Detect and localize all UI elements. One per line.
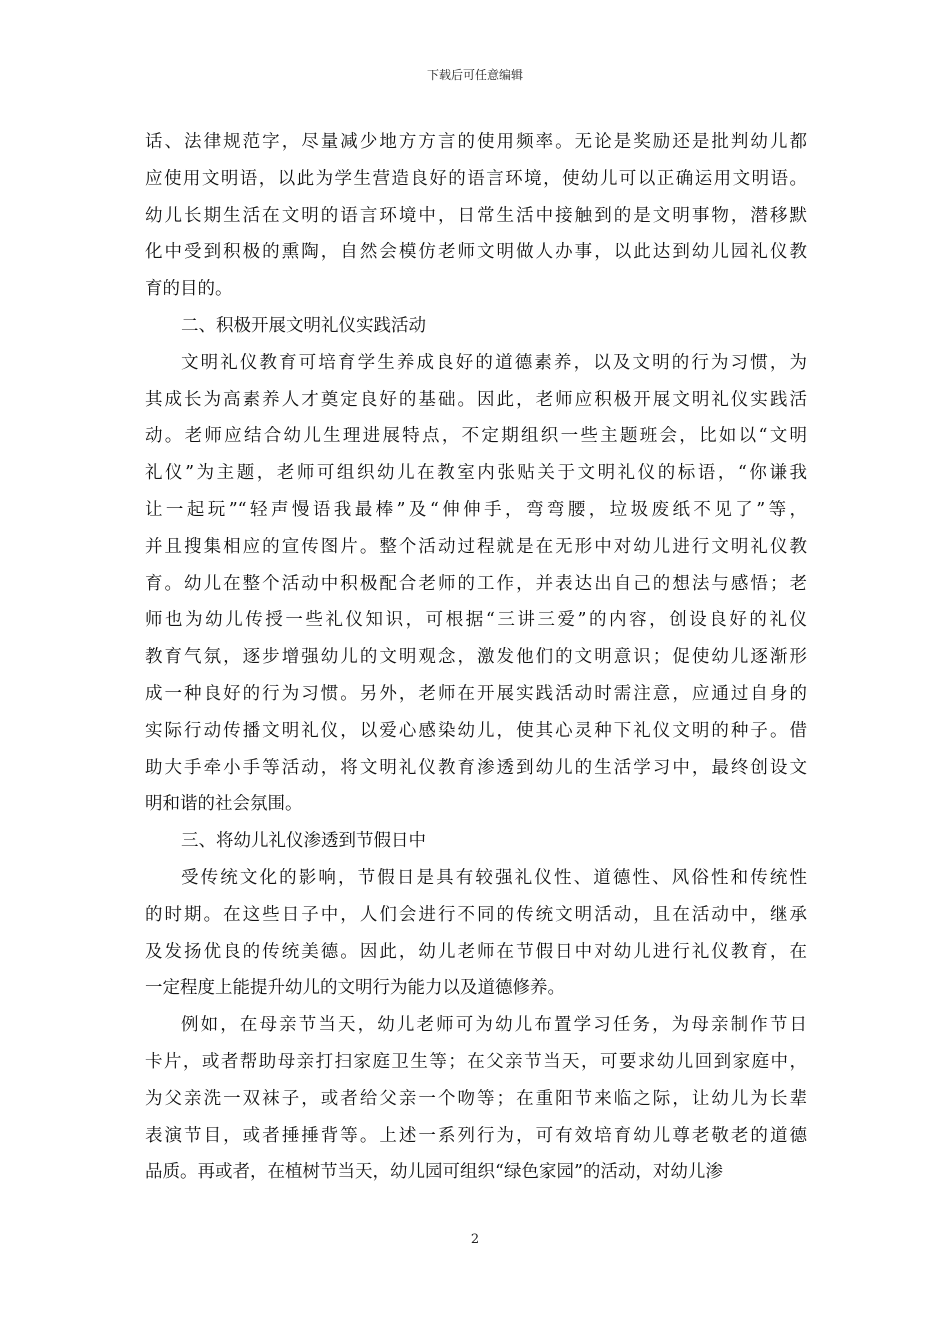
text-line: 教育气氛，逐步增强幼儿的文明观念，激发他们的文明意识；促使幼儿逐渐形 bbox=[145, 647, 807, 668]
text-line: 为父亲洗一双袜子，或者给父亲一个吻等；在重阳节来临之际，让幼儿为长辈 bbox=[145, 1088, 807, 1109]
document-body bbox=[145, 124, 807, 1191]
text-line: 师也为幼儿传授一些礼仪知识，可根据“三讲三爱”的内容，创设良好的礼仪 bbox=[145, 610, 807, 631]
text-line: 及发扬优良的传统美德。因此，幼儿老师在节假日中对幼儿进行礼仪教育，在 bbox=[145, 941, 807, 962]
text-line: 文明礼仪教育可培育学生养成良好的道德素养，以及文明的行为习惯，为 bbox=[181, 352, 807, 373]
text-line: 礼仪”为主题，老师可组织幼儿在教室内张贴关于文明礼仪的标语，“你谦我 bbox=[145, 463, 807, 484]
text-line: 受传统文化的影响，节假日是具有较强礼仪性、道德性、风俗性和传统性 bbox=[181, 867, 807, 888]
page-header: 下载后可任意编辑 bbox=[426, 68, 523, 82]
text-line: 成一种良好的行为习惯。另外，老师在开展实践活动时需注意，应通过自身的 bbox=[145, 683, 807, 704]
text-line: 化中受到积极的熏陶，自然会模仿老师文明做人办事，以此达到幼儿园礼仪教 bbox=[145, 242, 807, 263]
text-line: 育。幼儿在整个活动中积极配合老师的工作，并表达出自己的想法与感悟；老 bbox=[145, 573, 807, 594]
text-line: 品质。再或者，在植树节当天，幼儿园可组织“绿色家园”的活动，对幼儿渗 bbox=[145, 1162, 723, 1183]
text-line: 话、法律规范字，尽量减少地方方言的使用频率。无论是奖励还是批判幼儿都 bbox=[145, 132, 807, 152]
text-line: 助大手牵小手等活动，将文明礼仪教育渗透到幼儿的生活学习中，最终创设文 bbox=[145, 757, 807, 778]
text-line: 三、将幼儿礼仪渗透到节假日中 bbox=[181, 831, 426, 852]
text-line: 并且搜集相应的宣传图片。整个活动过程就是在无形中对幼儿进行文明礼仪教 bbox=[145, 536, 807, 557]
text-line: 动。老师应结合幼儿生理进展特点，不定期组织一些主题班会，比如以“文明 bbox=[145, 426, 807, 447]
text-line: 幼儿长期生活在文明的语言环境中，日常生活中接触到的是文明事物，潜移默 bbox=[145, 205, 807, 226]
text-line: 表演节目，或者捶捶背等。上述一系列行为，可有效培育幼儿尊老敬老的道德 bbox=[145, 1125, 807, 1146]
paragraph bbox=[145, 860, 807, 1007]
section-heading bbox=[145, 308, 807, 345]
text-line: 其成长为高素养人才奠定良好的基础。因此，老师应积极开展文明礼仪实践活 bbox=[145, 389, 807, 410]
page-number: 2 bbox=[470, 1232, 480, 1247]
text-line: 卡片，或者帮助母亲打扫家庭卫生等；在父亲节当天，可要求幼儿回到家庭中， bbox=[145, 1051, 807, 1072]
paragraph bbox=[145, 345, 807, 823]
text-line: 育的目的。 bbox=[145, 279, 233, 300]
text-line: 的时期。在这些日子中，人们会进行不同的传统文明活动，且在活动中，继承 bbox=[145, 904, 807, 925]
text-line: 实际行动传播文明礼仪，以爱心感染幼儿，使其心灵种下礼仪文明的种子。借 bbox=[145, 720, 807, 741]
paragraph bbox=[145, 124, 807, 308]
text-line: 明和谐的社会氛围。 bbox=[145, 794, 303, 815]
paragraph bbox=[145, 1007, 807, 1191]
section-heading bbox=[145, 823, 807, 860]
text-line: 让一起玩”“轻声慢语我最棒”及“伸伸手，弯弯腰，垃圾废纸不见了”等， bbox=[145, 499, 807, 520]
text-line: 一定程度上能提升幼儿的文明行为能力以及道德修养。 bbox=[145, 978, 565, 999]
text-line: 二、积极开展文明礼仪实践活动 bbox=[181, 315, 426, 336]
text-line: 例如，在母亲节当天，幼儿老师可为幼儿布置学习任务，为母亲制作节日 bbox=[181, 1015, 807, 1036]
text-line: 应使用文明语，以此为学生营造良好的语言环境，使幼儿可以正确运用文明语。 bbox=[145, 168, 807, 189]
